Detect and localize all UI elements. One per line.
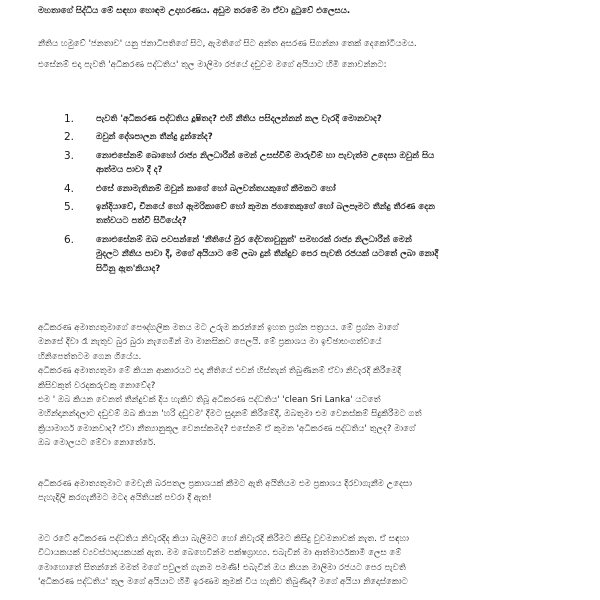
paragraph-line: කිසිවකුත් වරදකරුවකු නොවේද?	[38, 380, 156, 391]
paragraph-line: මට රටේ අධිකරණ පද්ධතිය නිවැරදිද කියා බැලීමට හෝ නිවැරදි කිරීමට කිසිදු වුවමනාවක් නැත. ඒ සඳහා	[38, 534, 409, 544]
list-item	[64, 149, 572, 178]
paragraph-line: හිනිපෙත්තටම ගෙන ගියේය.	[38, 351, 142, 362]
paragraph-line: එම ' ඔබ කියන වෙනත් තීන්දුවක් දිය හැකිව තිබූ අධිකරණ පද්ධතිය' 'clean Sri Lanka' යටතේ	[38, 395, 381, 406]
list-number: 6.	[64, 233, 75, 246]
list-item	[64, 200, 572, 229]
paragraph-line: මොහොතේ සිතන්නේ මමත් මගේ පවුලත් ගැනම පමණි! එබැවින් ඔය කියන මාලිමා රජයට පෙර පැවති	[38, 562, 406, 573]
intro-line: මහතාගේ සිද්ධිය මේ සඳහා හොඳම උදාහරණය. අඩුම තරමේ මා ඒවා දුටුවේ එලෙසය.	[38, 6, 351, 16]
list-number: 4.	[64, 182, 75, 195]
question-list	[64, 112, 572, 280]
paragraph-4	[38, 532, 574, 590]
paragraph-line: නීතිය හමුවේ 'ජනතාව' යනු ජනාධිපතිගේ සිට, ඇමතිගේ සිට අන්ත අසරණ සිගන්නා තෙක් දෙකෝටියමය.	[38, 39, 417, 49]
list-item-text: නොඑසේනම් බොහෝ රාජ්‍ය නිලධාරීන් මෙන් උසස්වීම් මාරුවීම් හා පැවැත්ම උදෙසා ඔවුන් සිය	[96, 150, 435, 161]
list-item	[64, 130, 572, 144]
list-item-text: මුදලට නීතිය පාවා දී, මගේ අයියාට මේ ලබා දුන් තීන්දුව පෙර පැවති රජයක් යටතේ ලබා නොදී	[96, 249, 439, 260]
paragraph-line: අධිකරණ අමාත්‍යතුමා මේ කියන ආකාරයට එදා නීතියේ එවන් හිස්තැන් තිබුණිනම් ඒවා නිවැරදි කිරීමෙදී	[38, 366, 402, 377]
paragraph-2	[38, 321, 574, 451]
list-item	[64, 112, 572, 126]
paragraph-1	[38, 37, 574, 73]
list-item	[64, 182, 572, 196]
paragraph-line: එසේනම් එදා පැවති 'අධිකරණ පද්ධතිය' තුල මාලිමා රජයේ දඩුවම මගේ අයියාට හිමි නොවන්නට:	[38, 60, 387, 71]
list-item-text: ආත්මය පාවා දී ද?	[96, 165, 163, 176]
list-number: 1.	[64, 113, 75, 125]
paragraph-line: විධායකයක් ව්‍යවස්ථාදායකයක් ඇත. මම බෙහෙවින්ම පක්ෂග්‍රාහ්‍ය. එබැවින් මා ආත්මාර්ථකාමී ලෙස මේ	[38, 548, 402, 559]
list-number: 5.	[64, 201, 75, 214]
list-number: 2.	[64, 131, 75, 144]
paragraph-line: 'අධිකරණ පද්ධතිය' තුල මගේ අයියාට හිමි ඉරණම කුමක් විය හැකිව තිබුණිද? මගේ අයියා නිදොස්කොට	[38, 577, 408, 588]
list-number: 3.	[64, 149, 75, 162]
list-item	[64, 233, 572, 276]
list-item-text: ඉන්දියාවේ, චීනයේ හෝ ඇමරිකාවේ හෝ කුමන ජගතෙකුගේ හෝ බලපෑමට තීන්දු තීරණ දෙන	[96, 202, 435, 213]
list-item-text: එසේ නොමැතිනම් ඔවුන් කාගේ හෝ බලවන්තයකුගේ කීමකට හෝ	[96, 183, 336, 194]
paragraph-line: පැහැදිලි කරගැනීමට මටද අයිතියක් පවරා දී ඇත!	[38, 493, 212, 504]
paragraph-line: මහින්දානන්දලාට දඩුවම් ඔබ කියන 'හරි දඩුවම' දීමට සුදානම් කිරීමේදී, ඔබතුමා එම වෙනස්කම් සිදුකිරීමට ගත්	[38, 409, 422, 420]
list-item-text: පැවති 'අධිකරණ පද්ධතිය දූෂිතද? එහි නීතිය පසිදලන්නන් කල වැරදි මොනවාද?	[96, 114, 382, 124]
paragraph-line: අධිකරණ අමාත්‍යතුමාගේ පෞද්ගලික මතය මට උරුම කරන්නේ ඉහත ප්‍රශ්න පත්‍රයය. මේ ප්‍රශ්න මාගේ	[38, 323, 399, 333]
list-item-text: සිටිනු ඇත'කියාද?	[96, 263, 161, 274]
paragraph-line: අධිකරණ අමාත්‍යතුමාට මෙවැනි බරපතල ප්‍රකාශයක් කීමට ඇති අයිතියම එම ප්‍රකාශය දිරවාගැනීම උදෙසා	[38, 479, 412, 489]
list-item-text: ඔවුන් දේශපාලන තීන්දු දුන්නේද?	[96, 132, 213, 143]
paragraph-line: ක්‍රියාමාර්ග මොනවාද? ඒවා නීත්‍යානුකූල වෙනස්කමද? එසේනම් ඒ කුමන 'අධිකරණ පද්ධතිය' තුලද? මාගේ	[38, 423, 416, 434]
list-item-text: නොඑසේනම් ඔබ පවසන්නේ 'නීතියේ මුර දේවතාවුනුත්' සමහරක් රාජ්‍ය නිලධාරීන් මෙන්	[96, 234, 412, 245]
paragraph-3	[38, 477, 574, 506]
paragraph-line: ඔබ මොලයට මේවා නොතේරේ.	[38, 438, 156, 449]
paragraph-line: මනසේ දිවා රෑ නැතුව බුර බුරා නැගෙමින් මා මානසිකව පෙලයි. මේ ප්‍රකාශය මා ඉච්ඡාභංගත්වයේ	[38, 337, 382, 348]
list-item-text: තත්වයට පත්වී සිටියේද?	[96, 216, 187, 227]
